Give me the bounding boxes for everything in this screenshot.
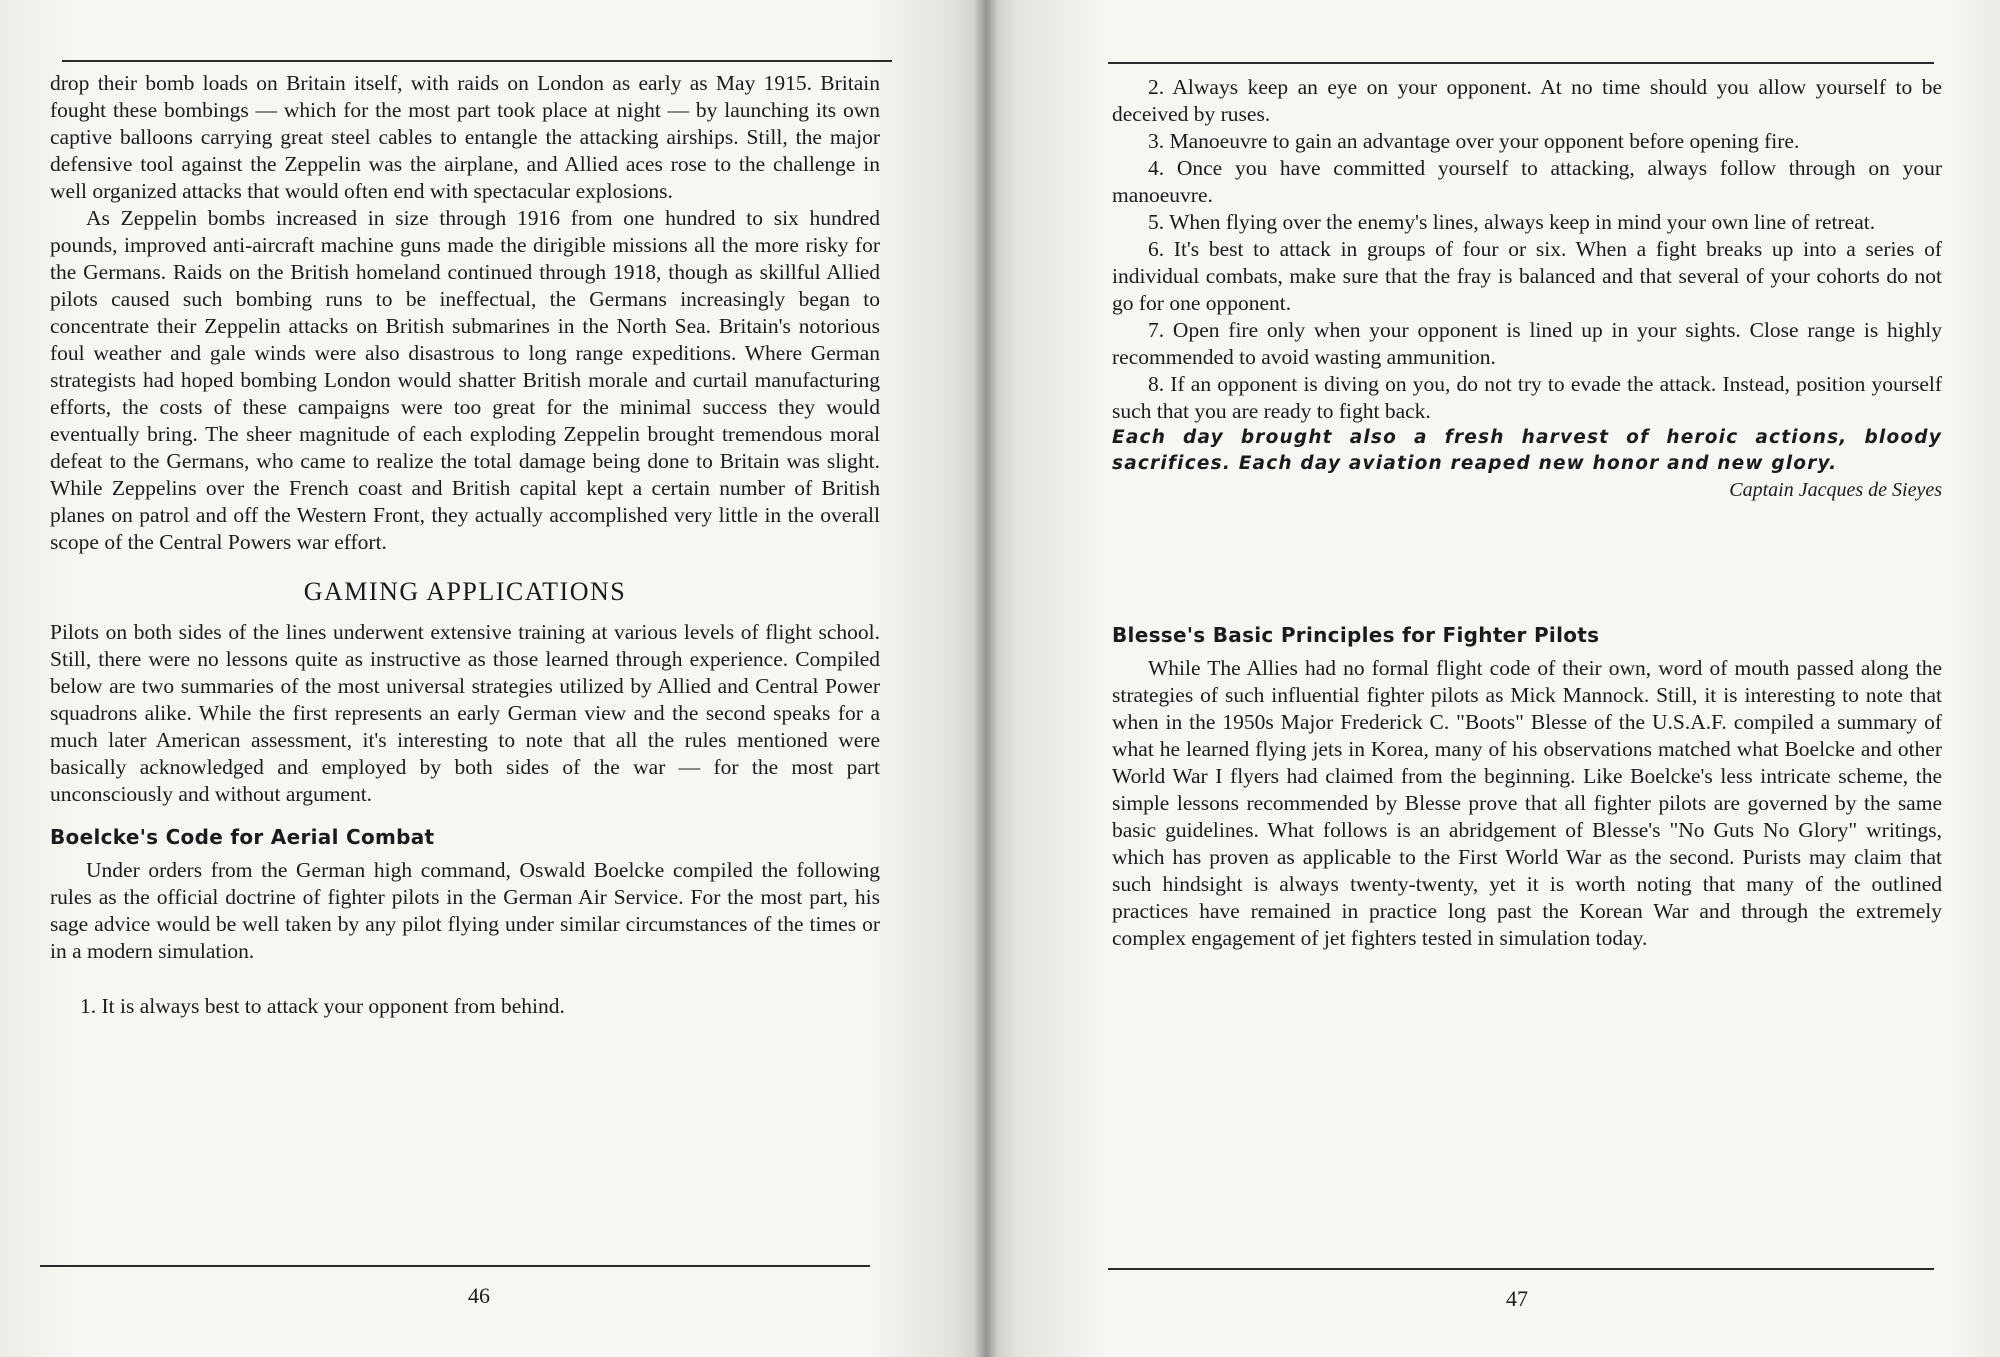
rule-item: 2. Always keep an eye on your opponent. At no time should you allow yourself to be deceived by ruses. [1112, 75, 1942, 126]
section-heading: GAMING APPLICATIONS [303, 577, 627, 606]
subheading: Boelcke's Code for Aerial Combat [50, 825, 435, 849]
rule-item: 8. If an opponent is diving on you, do not try to evade the attack. Instead, position yourself such that you are ready to fight back. [1112, 372, 1942, 423]
rule-item: 1. It is always best to attack your opponent from behind. [80, 994, 565, 1018]
rule-item: 4. Once you have committed yourself to attacking, always follow through on your manoeuvre. [1112, 156, 1942, 207]
epigraph-quote: Each day brought also a fresh harvest of heroic actions, bloody sacrifices. Each day aviation reaped new honor and new glory. [1112, 427, 1942, 474]
rule-item: 5. When flying over the enemy's lines, always keep in mind your own line of retreat. [1148, 210, 1876, 234]
left-page [0, 0, 986, 1357]
rule-item: 6. It's best to attack in groups of four or six. When a fight breaks up into a series of individual combats, make sure that the fray is balanced and that several of your cohorts do not go for one opponent. [1112, 237, 1942, 315]
body-paragraph: drop their bomb loads on Britain itself, with raids on London as early as May 1915. Britain fought these bombings — which for the most part took place at night — by launching its own captive balloons carrying great steel cables to entangle the attacking airships. Still, the major defensive tool against the Zeppelin was the airplane, and Allied aces rose to the challenge in well organized attacks that would often end with spectacular explosions. [50, 71, 880, 203]
page-number: 47 [1506, 1286, 1528, 1311]
rule-item: 7. Open fire only when your opponent is lined up in your sights. Close range is highly recommended to avoid wasting ammunition. [1112, 318, 1942, 369]
right-page-body [1112, 74, 1942, 952]
page-number: 46 [468, 1283, 490, 1308]
bottom-rule [1108, 1268, 1934, 1270]
right-page [986, 0, 2000, 1357]
subheading: Blesse's Basic Principles for Fighter Pilots [1112, 623, 1600, 647]
left-page-body [50, 70, 880, 1020]
body-paragraph: Under orders from the German high command, Oswald Boelcke compiled the following rules as the official doctrine of fighter pilots in the German Air Service. For the most part, his sage advice would be well taken by any pilot flying under similar circumstances of the times or in a modern simulation. [50, 858, 880, 963]
quote-attribution: Captain Jacques de Sieyes [1729, 479, 1942, 501]
top-rule [62, 60, 892, 62]
rule-item: 3. Manoeuvre to gain an advantage over your opponent before opening fire. [1148, 129, 1800, 153]
book-gutter [974, 0, 998, 1357]
top-rule [1108, 62, 1934, 64]
bottom-rule [40, 1265, 870, 1267]
body-paragraph: While The Allies had no formal flight code of their own, word of mouth passed along the strategies of such influential fighter pilots as Mick Mannock. Still, it is interesting to note that when in the 1950s Major Frederick C. "Boots" Blesse of the U.S.A.F. compiled a summary of what he learned flying jets in Korea, many of his observations matched what Boelcke and other World War I flyers had claimed from the beginning. Like Boelcke's less intricate scheme, the simple lessons recommended by Blesse prove that all fighter pilots are governed by the same basic guidelines. What follows is an abridgement of Blesse's "No Guts No Glory" writings, which has proven as applicable to the First World War as the second. Purists may claim that such hindsight is always twenty-twenty, yet it is worth noting that many of the outlined practices have remained in practice long past the Korean War and through the extremely complex engagement of jet fighters tested in simulation today. [1112, 656, 1942, 950]
body-paragraph: Pilots on both sides of the lines underwent extensive training at various levels of flight school. Still, there were no lessons quite as instructive as those learned through experience. Compiled below are two summaries of the most universal strategies utilized by Allied and Central Power squadrons alike. While the first represents an early German view and the second speaks for a much later American assessment, it's interesting to note that all the rules mentioned were basically acknowledged and employed by both sides of the war — for the most part unconsciously and without argument. [50, 620, 880, 806]
body-paragraph: As Zeppelin bombs increased in size through 1916 from one hundred to six hundred pounds, improved anti-aircraft machine guns made the dirigible missions all the more risky for the Germans. Raids on the British homeland continued through 1918, though as skillful Allied pilots caused such bombing runs to be ineffectual, the Germans increasingly began to concentrate their Zeppelin attacks on British submarines in the North Sea. Britain's notorious foul weather and gale winds were also disastrous to long range expeditions. Where German strategists had hoped bombing London would shatter British morale and curtail manufacturing efforts, the costs of these campaigns were too great for the minimal success they would eventually bring. The sheer magnitude of each exploding Zeppelin brought tremendous moral defeat to the Germans, who came to realize the total damage being done to Britain was slight. While Zeppelins over the French coast and British capital kept a certain number of British planes on patrol and off the Western Front, they actually accomplished very little in the overall scope of the Central Powers war effort. [50, 206, 880, 554]
